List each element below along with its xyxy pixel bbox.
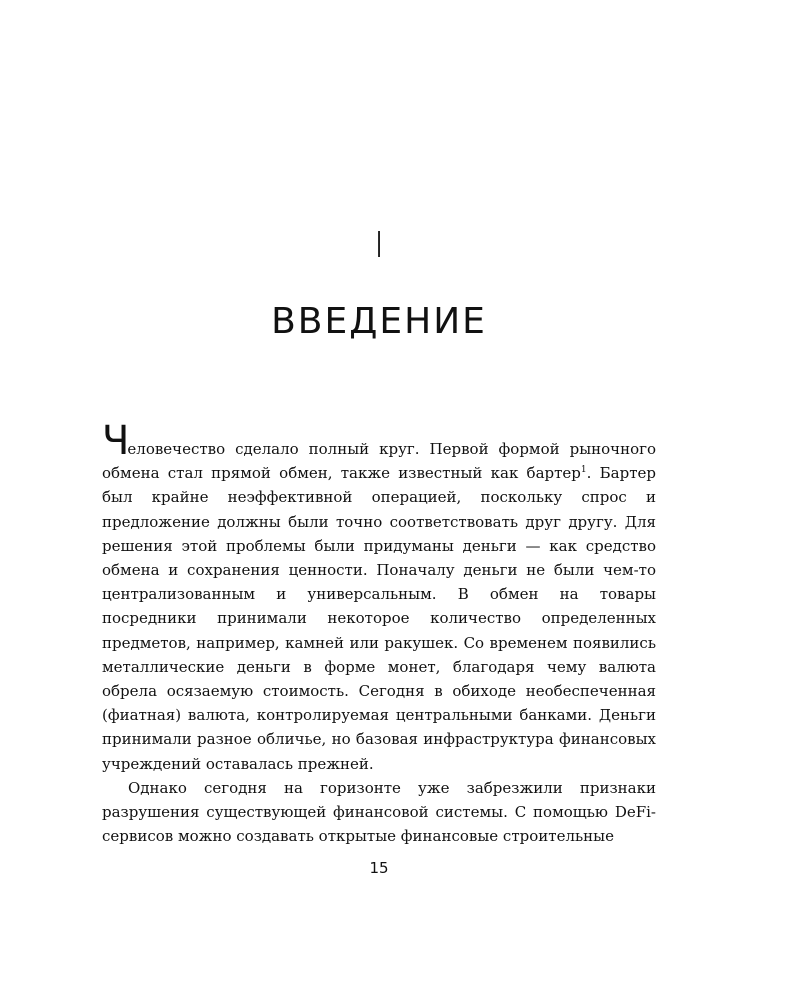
paragraph-1-text-b: . Бартер был крайне неэффективной операцией, поскольку спрос и предложение должны были точно соответствовать друг другу. Для решения этой проблемы были придуманы деньги — как средство обмена и сохранения ценности. Поначалу деньги не были чем-то централизованным и универсальным. В обмен на товары посредники принимали некоторое количество определенных предметов, например, камней или ракушек. Со временем появились металлические деньги в форме монет, благодаря чему валюта обрела осязаемую стоимость. Сегодня в обиходе необеспеченная (фиатная) валюта, контролируемая центральными банками. Деньги принимали разное обличье, но базовая инфраструктура финансовых учреждений оставалась прежней. [102,464,656,773]
chapter-title: ВВЕДЕНИЕ [271,301,487,342]
page-number: 15 [369,859,389,877]
paragraph-2: Однако сегодня на горизонте уже забрезжили признаки разрушения существующей финансовой системы. С помощью DeFi-сервисов можно создавать открытые финансовые строительные [102,778,656,846]
footnote-marker[interactable]: 1 [580,465,587,476]
chapter-number: I [373,225,385,266]
paragraph-1-text-a: еловечество сделало полный круг. Первой формой рыночного обмена стал прямой обмен, также известный как бартер [102,440,656,483]
paragraph-1 [102,418,656,776]
drop-cap: Ч [102,418,128,464]
body-text [102,418,656,848]
